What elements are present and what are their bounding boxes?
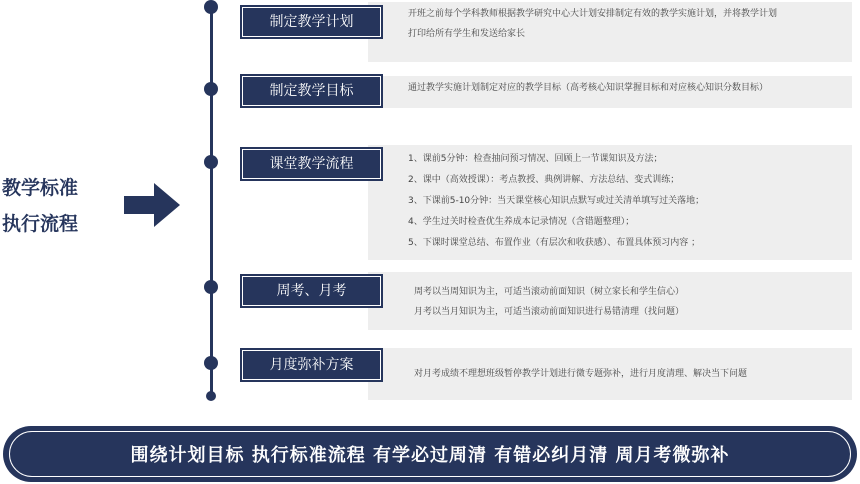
step-label-weekly-monthly-exam: 周考、月考 [240, 274, 383, 308]
right-arrow-icon [124, 183, 180, 227]
timeline-end-dot [206, 391, 216, 401]
timeline-dot [204, 82, 218, 96]
timeline-dot [204, 155, 218, 169]
step-label-teaching-plan: 制定教学计划 [240, 5, 383, 39]
bottom-banner [3, 426, 857, 482]
step-label-monthly-remedy: 月度弥补方案 [240, 348, 383, 382]
description-line: 对月考成绩不理想班级暂停教学计划进行微专题弥补，进行月度清理、解决当下问题 [414, 369, 748, 379]
left-title [2, 170, 112, 242]
left-title-line1: 教学标准 [2, 177, 79, 199]
timeline-dot [204, 0, 218, 14]
step-description [368, 272, 852, 330]
bottom-banner-text: 围绕计划目标 执行标准流程 有学必过周清 有错必纠月清 周月考微弥补 [9, 431, 851, 477]
description-line: 3、下课前5-10分钟：当天课堂核心知识点默写或过关清单填写过关落地； [408, 196, 705, 206]
left-title-line2: 执行流程 [2, 213, 79, 235]
description-line: 打印给所有学生和发送给家长 [408, 29, 526, 39]
step-description [368, 145, 852, 260]
step-description [368, 76, 852, 108]
timeline-line [210, 5, 213, 397]
description-line: 周考以当周知识为主，可适当滚动前面知识（树立家长和学生信心） [414, 287, 685, 297]
description-line: 2、课中（高效授课）：考点教授、典例讲解、方法总结、变式训练； [408, 175, 680, 185]
timeline-dot [204, 280, 218, 294]
description-line: 4、学生过关时检查优生养成本记录情况（含错题整理）； [408, 217, 635, 227]
step-label-class-process: 课堂教学流程 [240, 147, 383, 181]
timeline-dot [204, 356, 218, 370]
step-label-teaching-goal: 制定教学目标 [240, 74, 383, 108]
description-line: 开班之前每个学科教师根据教学研究中心大计划安排制定有效的教学实施计划，并将教学计划 [408, 9, 778, 19]
description-line: 5、下课时课堂总结、布置作业（有层次和收获感）、布置具体预习内容 ； [408, 238, 701, 248]
description-line: 通过教学实施计划制定对应的教学目标（高考核心知识掌握目标和对应核心知识分数目标） [408, 83, 769, 93]
step-description [368, 2, 852, 62]
description-line: 月考以当月知识为主，可适当滚动前面知识进行易错清理（找问题） [414, 307, 685, 317]
step-description [368, 348, 852, 400]
description-line: 1、课前5分钟：检查抽问预习情况、回顾上一节课知识及方法； [408, 154, 663, 164]
